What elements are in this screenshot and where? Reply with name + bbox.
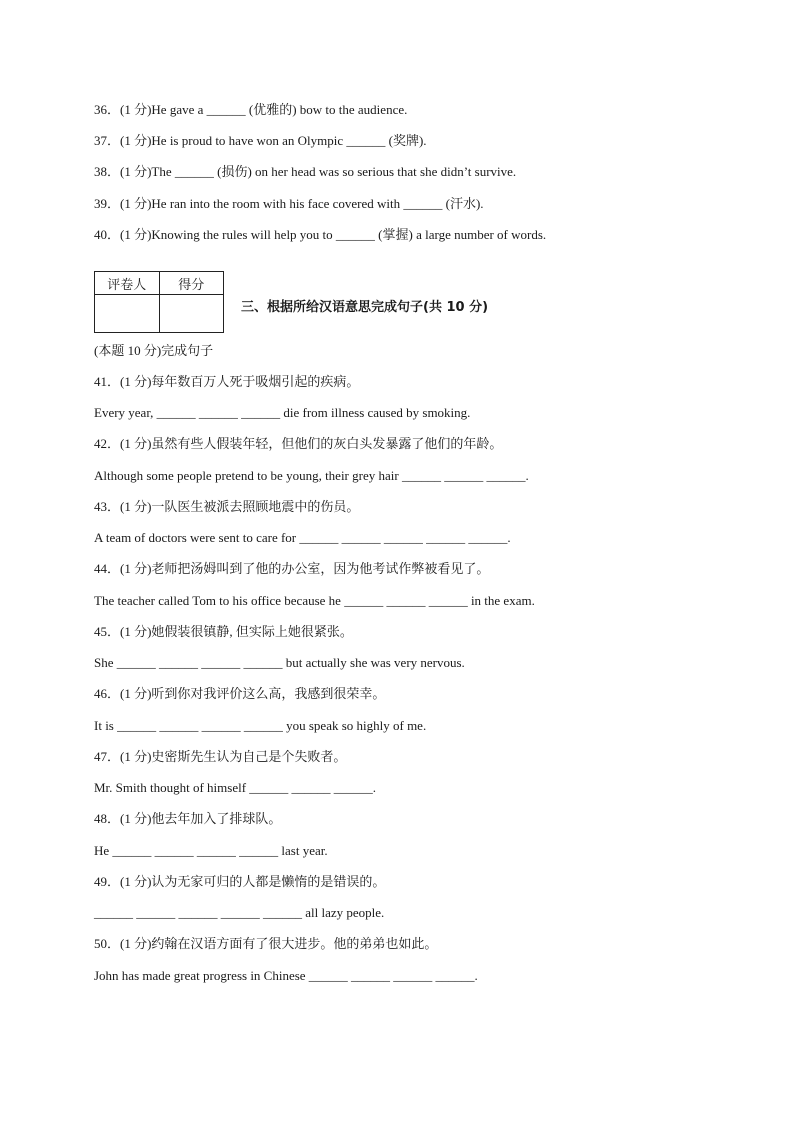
question-42-sentence: Although some people pretend to be young, their grey hair ______ ______ ______. (94, 468, 529, 483)
score-table (94, 271, 224, 333)
question-46-prompt: 46．(1 分)听到你对我评价这么高，我感到很荣幸。 (94, 686, 386, 701)
question-48-sentence: He ______ ______ ______ ______ last year. (94, 843, 328, 858)
question-44-sentence: The teacher called Tom to his office because he ______ ______ ______ in the exam. (94, 593, 535, 608)
question-50-sentence: John has made great progress in Chinese ______ ______ ______ ______. (94, 968, 478, 983)
question-39: 39．(1 分)He ran into the room with his face covered with ______ (汗水). (94, 196, 484, 211)
question-36: 36．(1 分)He gave a ______ (优雅的) bow to the audience. (94, 102, 408, 117)
grader-header: 评卷人 (95, 272, 160, 295)
question-40: 40．(1 分)Knowing the rules will help you to ______ (掌握) a large number of words. (94, 227, 547, 242)
question-46-sentence: It is ______ ______ ______ ______ you speak so highly of me. (94, 718, 427, 733)
question-43-sentence: A team of doctors were sent to care for ______ ______ ______ ______ ______. (94, 530, 511, 545)
question-45-sentence: She ______ ______ ______ ______ but actually she was very nervous. (94, 655, 465, 670)
question-45-prompt: 45．(1 分)她假装很镇静, 但实际上她很紧张。 (94, 624, 353, 639)
question-38: 38．(1 分)The ______ (损伤) on her head was so serious that she didn’t survive. (94, 164, 517, 179)
question-50-prompt: 50．(1 分)约翰在汉语方面有了很大进步。他的弟弟也如此。 (94, 936, 438, 951)
question-47-prompt: 47．(1 分)史密斯先生认为自己是个失败者。 (94, 749, 347, 764)
question-44-prompt: 44．(1 分)老师把汤姆叫到了他的办公室，因为他考试作弊被看见了。 (94, 561, 490, 576)
question-48-prompt: 48．(1 分)他去年加入了排球队。 (94, 811, 282, 826)
question-49-prompt: 49．(1 分)认为无家可归的人都是懒惰的是错误的。 (94, 874, 386, 889)
score-header: 得分 (159, 272, 224, 295)
score-cell[interactable] (159, 295, 224, 333)
section-title: 三、根据所给汉语意思完成句子(共 10 分) (241, 300, 489, 315)
question-43-prompt: 43．(1 分)一队医生被派去照顾地震中的伤员。 (94, 499, 360, 514)
question-41-prompt: 41．(1 分)每年数百万人死于吸烟引起的疾病。 (94, 374, 360, 389)
grader-cell[interactable] (95, 295, 160, 333)
question-41-sentence: Every year, ______ ______ ______ die from illness caused by smoking. (94, 405, 471, 420)
question-42-prompt: 42．(1 分)虽然有些人假装年轻，但他们的灰白头发暴露了他们的年龄。 (94, 436, 503, 451)
question-37: 37．(1 分)He is proud to have won an Olympic ______ (奖牌). (94, 133, 427, 148)
question-49-sentence: ______ ______ ______ ______ ______ all lazy people. (94, 905, 385, 920)
section-note: (本题 10 分)完成句子 (94, 343, 214, 358)
question-47-sentence: Mr. Smith thought of himself ______ ______ ______. (94, 780, 377, 795)
